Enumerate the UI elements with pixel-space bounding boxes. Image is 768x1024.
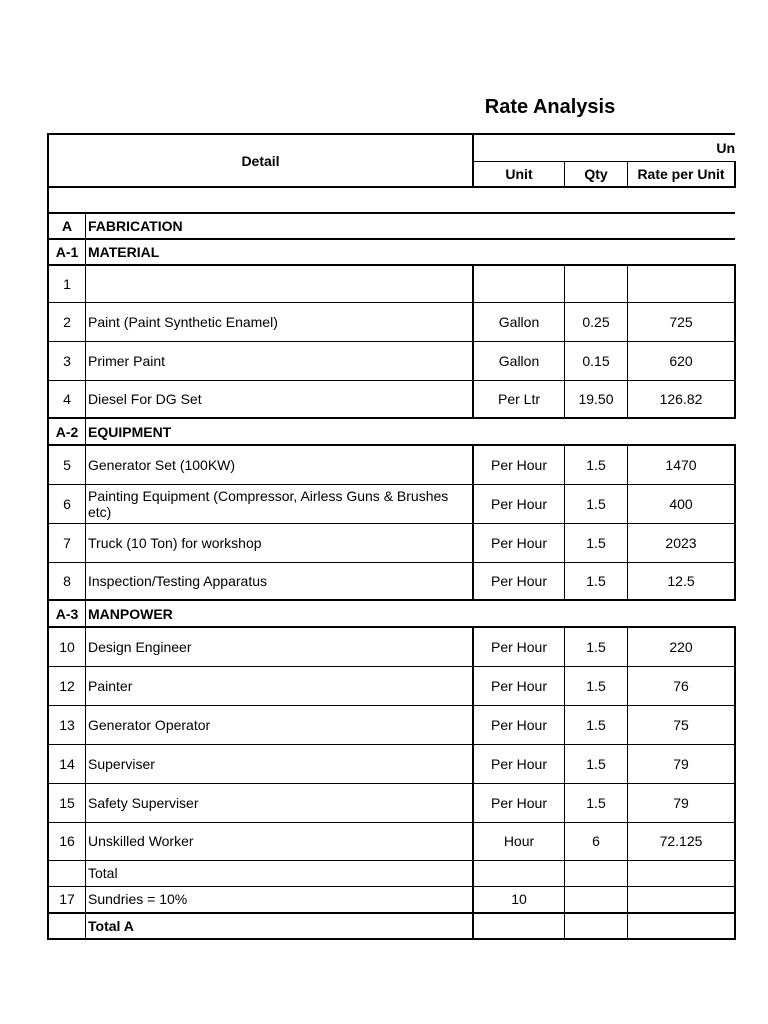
row-detail: Truck (10 Ton) for workshop (86, 523, 474, 562)
row-qty: 0.15 (565, 341, 628, 380)
total-row (48, 860, 735, 886)
row-no: 4 (48, 380, 86, 418)
sundries-unit: 10 (473, 886, 565, 913)
row-unit: Per Hour (473, 744, 565, 783)
row-detail: Painting Equipment (Compressor, Airless Guns & Brushes etc) (86, 484, 474, 523)
row-no: 10 (48, 627, 86, 666)
row-no: 12 (48, 666, 86, 705)
row-detail: Primer Paint (86, 341, 474, 380)
row-detail: Superviser (86, 744, 474, 783)
table-row (48, 666, 735, 705)
equipment-code: A-2 (48, 418, 86, 445)
row-rate: 79 (628, 783, 736, 822)
row-no: 1 (48, 265, 86, 302)
table-row (48, 302, 735, 341)
row-unit: Hour (473, 822, 565, 860)
row-unit: Gallon (473, 341, 565, 380)
row-no: 7 (48, 523, 86, 562)
row-no: 15 (48, 783, 86, 822)
material-heading-row (48, 239, 735, 265)
table-row (48, 445, 735, 484)
table-row (48, 484, 735, 523)
row-unit: Per Hour (473, 523, 565, 562)
header-group-partial: Un (473, 134, 735, 161)
row-rate: 1470 (628, 445, 736, 484)
row-unit: Gallon (473, 302, 565, 341)
row-rate: 220 (628, 627, 736, 666)
row-rate: 126.82 (628, 380, 736, 418)
table-row (48, 562, 735, 600)
row-unit: Per Hour (473, 627, 565, 666)
row-rate: 620 (628, 341, 736, 380)
row-no: 2 (48, 302, 86, 341)
manpower-code: A-3 (48, 600, 86, 627)
row-detail: Painter (86, 666, 474, 705)
row-qty: 0.25 (565, 302, 628, 341)
row-no: 6 (48, 484, 86, 523)
row-no: 3 (48, 341, 86, 380)
row-no: 14 (48, 744, 86, 783)
row-qty: 1.5 (565, 523, 628, 562)
row-rate: 725 (628, 302, 736, 341)
row-unit: Per Hour (473, 562, 565, 600)
row-no: 5 (48, 445, 86, 484)
row-qty: 1.5 (565, 666, 628, 705)
section-a-code: A (48, 213, 86, 239)
row-qty: 1.5 (565, 705, 628, 744)
row-qty: 1.5 (565, 627, 628, 666)
equipment-label: EQUIPMENT (86, 418, 736, 445)
row-detail: Diesel For DG Set (86, 380, 474, 418)
row-detail: Generator Operator (86, 705, 474, 744)
row-unit: Per Hour (473, 484, 565, 523)
header-unit: Unit (473, 161, 565, 187)
header-row-top (48, 134, 735, 161)
total-a-label: Total A (86, 913, 474, 939)
table-row (48, 705, 735, 744)
table-row (48, 627, 735, 666)
header-qty: Qty (565, 161, 628, 187)
row-qty: 1.5 (565, 484, 628, 523)
manpower-label: MANPOWER (86, 600, 736, 627)
header-detail: Detail (48, 134, 473, 187)
row-qty: 1.5 (565, 744, 628, 783)
row-rate: 75 (628, 705, 736, 744)
row-rate: 400 (628, 484, 736, 523)
table-row (48, 822, 735, 860)
row-qty: 1.5 (565, 562, 628, 600)
row-qty (565, 265, 628, 302)
total-a-row (48, 913, 735, 939)
table-row (48, 523, 735, 562)
row-no: 13 (48, 705, 86, 744)
row-rate: 72.125 (628, 822, 736, 860)
row-detail: Safety Superviser (86, 783, 474, 822)
table-row (48, 744, 735, 783)
row-detail (86, 265, 474, 302)
row-rate (628, 265, 736, 302)
row-unit: Per Ltr (473, 380, 565, 418)
row-detail: Paint (Paint Synthetic Enamel) (86, 302, 474, 341)
sundries-no: 17 (48, 886, 86, 913)
row-rate: 79 (628, 744, 736, 783)
total-label: Total (86, 860, 474, 886)
rate-analysis-table (47, 133, 736, 940)
table-row (48, 265, 735, 302)
section-a-label: FABRICATION (86, 213, 736, 239)
row-no: 8 (48, 562, 86, 600)
section-a-row (48, 213, 735, 239)
equipment-heading-row (48, 418, 735, 445)
sundries-row (48, 886, 735, 913)
manpower-heading-row (48, 600, 735, 627)
row-detail: Generator Set (100KW) (86, 445, 474, 484)
row-unit: Per Hour (473, 705, 565, 744)
row-qty: 1.5 (565, 783, 628, 822)
row-rate: 76 (628, 666, 736, 705)
row-qty: 6 (565, 822, 628, 860)
row-qty: 19.50 (565, 380, 628, 418)
table-row (48, 380, 735, 418)
row-detail: Design Engineer (86, 627, 474, 666)
row-detail: Inspection/Testing Apparatus (86, 562, 474, 600)
row-rate: 2023 (628, 523, 736, 562)
spacer-row (48, 187, 735, 213)
row-unit: Per Hour (473, 666, 565, 705)
row-unit (473, 265, 565, 302)
row-no: 16 (48, 822, 86, 860)
row-unit: Per Hour (473, 783, 565, 822)
material-code: A-1 (48, 239, 86, 265)
row-detail: Unskilled Worker (86, 822, 474, 860)
row-unit: Per Hour (473, 445, 565, 484)
page-title: Rate Analysis (484, 96, 616, 118)
sundries-label: Sundries = 10% (86, 886, 474, 913)
table-row (48, 783, 735, 822)
table-row (48, 341, 735, 380)
row-qty: 1.5 (565, 445, 628, 484)
row-rate: 12.5 (628, 562, 736, 600)
material-label: MATERIAL (86, 239, 736, 265)
header-rate: Rate per Unit (628, 161, 736, 187)
